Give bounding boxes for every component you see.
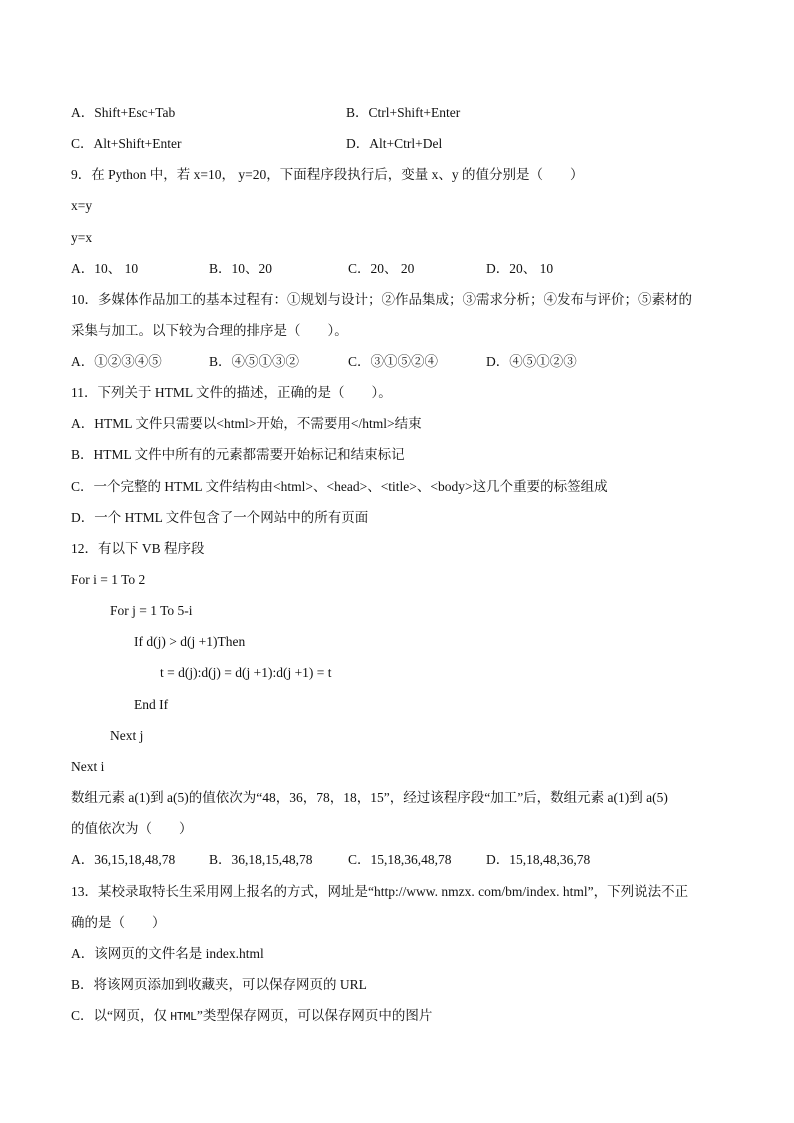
q9-option-d: D．20、 10 bbox=[486, 261, 554, 276]
q12-code-line: t = d(j):d(j) = d(j +1):d(j +1) = t bbox=[160, 665, 332, 680]
q13-option-c-html-term: HTML bbox=[170, 1010, 197, 1023]
q8-option-d: D．Alt+Ctrl+Del bbox=[346, 136, 443, 151]
q12-code-line: For j = 1 To 5-i bbox=[110, 603, 193, 618]
q12-option-a: A．36,15,18,48,78 bbox=[71, 852, 176, 867]
q8-option-c: C．Alt+Shift+Enter bbox=[71, 136, 182, 151]
q11-option-a: A．HTML 文件只需要以<html>开始，不需要用</html>结束 bbox=[71, 416, 422, 431]
q10-stem-line-1: 10．多媒体作品加工的基本过程有：①规划与设计；②作品集成；③需求分析；④发布与评价；⑤素材的 bbox=[71, 292, 692, 307]
q9-code-line-1: x=y bbox=[71, 198, 93, 213]
q10-stem-line-2: 采集与加工。以下较为合理的排序是（ ）。 bbox=[71, 323, 348, 338]
q8-option-b: B．Ctrl+Shift+Enter bbox=[346, 105, 461, 120]
q13-option-c-prefix: C．以“网页，仅 bbox=[71, 1008, 171, 1023]
q9-option-a: A．10、 10 bbox=[71, 261, 139, 276]
q9-option-c: C．20、 20 bbox=[348, 261, 415, 276]
q10-options bbox=[0, 355, 794, 371]
q11-option-d: D．一个 HTML 文件包含了一个网站中的所有页面 bbox=[71, 510, 369, 525]
q12-code-line: Next i bbox=[71, 759, 105, 774]
q13-stem-line-2: 确的是（ ） bbox=[71, 915, 166, 930]
q12-code-line: For i = 1 To 2 bbox=[71, 572, 146, 587]
q12-option-b: B．36,18,15,48,78 bbox=[209, 852, 313, 867]
q13-option-c-suffix: ”类型保存网页，可以保存网页中的图片 bbox=[196, 1008, 433, 1023]
q9-options bbox=[0, 262, 794, 278]
q10-option-a: A．①②③④⑤ bbox=[71, 354, 162, 369]
q12-code-line: If d(j) > d(j +1)Then bbox=[134, 634, 246, 649]
q13-option-c bbox=[71, 1009, 432, 1023]
q12-code-line: End If bbox=[134, 697, 169, 712]
q12-description-line-1: 数组元素 a(1)到 a(5)的值依次为“48，36，78，18，15”，经过该程序段“加工”后，数组元素 a(1)到 a(5) bbox=[71, 790, 668, 805]
q12-code-line: Next j bbox=[110, 728, 144, 743]
q13-stem-line-1: 13．某校录取特长生采用网上报名的方式，网址是“http://www. nmzx. com/bm/index. html”，下列说法不正 bbox=[71, 884, 689, 899]
q11-option-b: B．HTML 文件中所有的元素都需要开始标记和结束标记 bbox=[71, 447, 405, 462]
q12-option-d: D．15,18,48,36,78 bbox=[486, 852, 591, 867]
q10-option-c: C．③①⑤②④ bbox=[348, 354, 439, 369]
q12-description-line-2: 的值依次为（ ） bbox=[71, 821, 193, 836]
q10-option-d: D．④⑤①②③ bbox=[486, 354, 577, 369]
q13-option-a: A．该网页的文件名是 index.html bbox=[71, 946, 264, 961]
q12-stem: 12．有以下 VB 程序段 bbox=[71, 541, 205, 556]
q9-stem: 9．在 Python 中，若 x=10， y=20，下面程序段执行后，变量 x、y 的值分别是（ ） bbox=[71, 167, 584, 182]
q12-options bbox=[0, 853, 794, 869]
q10-option-b: B．④⑤①③② bbox=[209, 354, 300, 369]
q8-option-a: A．Shift+Esc+Tab bbox=[71, 105, 176, 120]
q11-stem: 11．下列关于 HTML 文件的描述，正确的是（ ）。 bbox=[71, 385, 392, 400]
q13-option-b: B．将该网页添加到收藏夹，可以保存网页的 URL bbox=[71, 977, 367, 992]
q9-option-b: B．10、20 bbox=[209, 261, 273, 276]
q11-option-c: C．一个完整的 HTML 文件结构由<html>、<head>、<title>、<body>这几个重要的标签组成 bbox=[71, 479, 608, 494]
q9-code-line-2: y=x bbox=[71, 230, 93, 245]
q12-option-c: C．15,18,36,48,78 bbox=[348, 852, 452, 867]
